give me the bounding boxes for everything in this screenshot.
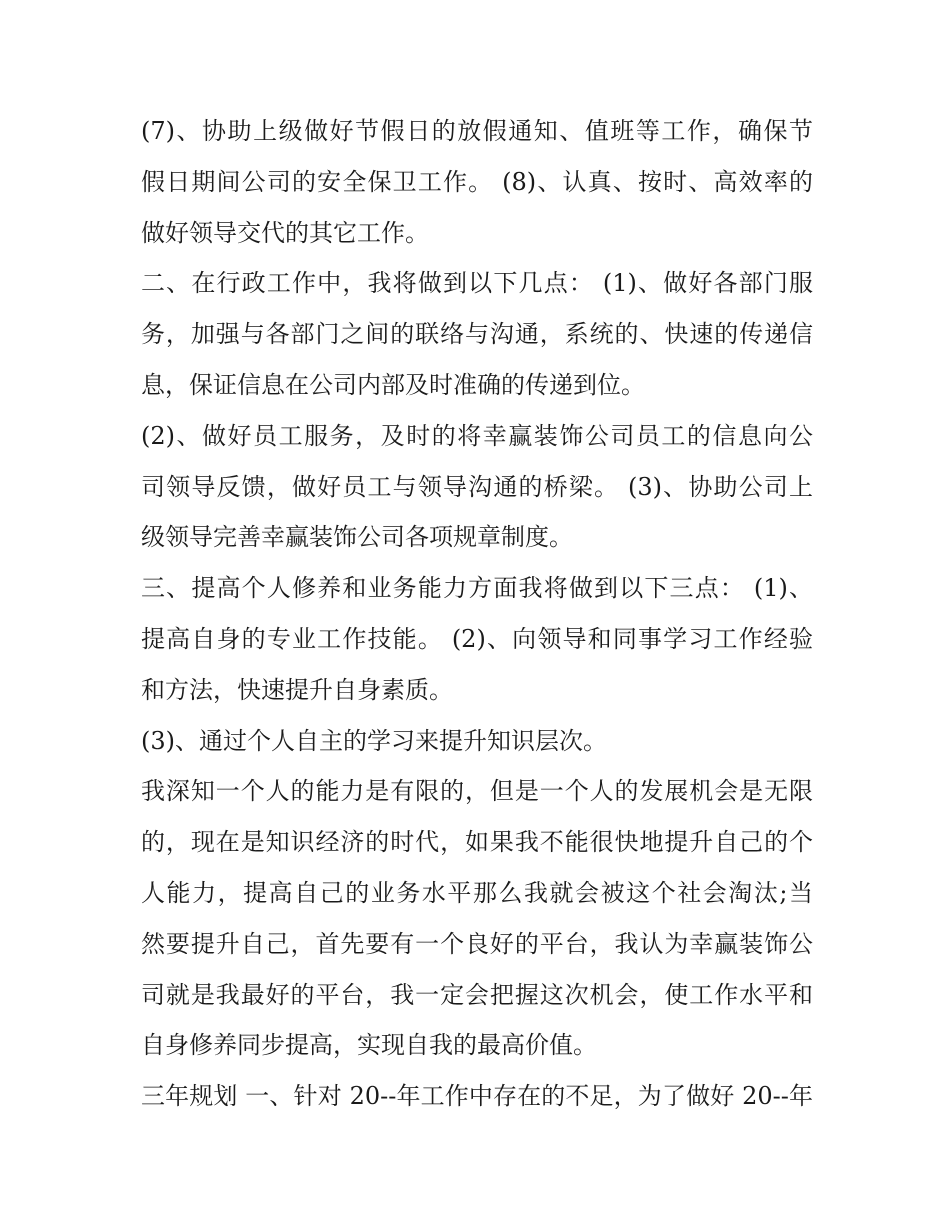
text-line: 假日期间公司的安全保卫工作。 (8)、认真、按时、高效率的 bbox=[141, 167, 813, 196]
text-line: (2)、做好员工服务，及时的将幸赢装饰公司员工的信息向公 bbox=[141, 421, 813, 450]
text-line: 的，现在是知识经济的时代，如果我不能很快地提升自己的个 bbox=[141, 828, 813, 857]
text-line: 我深知一个人的能力是有限的，但是一个人的发展机会是无限 bbox=[141, 777, 813, 806]
text-line: 三、提高个人修养和业务能力方面我将做到以下三点： (1)、 bbox=[141, 574, 813, 603]
text-line: (3)、通过个人自主的学习来提升知识层次。 bbox=[141, 726, 607, 755]
text-line: 和方法，快速提升自身素质。 bbox=[141, 675, 453, 704]
text-line: 级领导完善幸赢装饰公司各项规章制度。 bbox=[141, 523, 573, 552]
document-body bbox=[141, 106, 813, 1122]
text-line: 做好领导交代的其它工作。 bbox=[141, 218, 429, 247]
text-line: 然要提升自己，首先要有一个良好的平台，我认为幸赢装饰公 bbox=[141, 929, 813, 958]
text-line: 司领导反馈，做好员工与领导沟通的桥梁。 (3)、协助公司上 bbox=[141, 472, 813, 501]
text-line: 司就是我最好的平台，我一定会把握这次机会，使工作水平和 bbox=[141, 980, 813, 1009]
text-line: 自身修养同步提高，实现自我的最高价值。 bbox=[141, 1031, 597, 1060]
text-line: 务，加强与各部门之间的联络与沟通，系统的、快速的传递信 bbox=[141, 320, 813, 349]
text-line: 二、在行政工作中，我将做到以下几点： (1)、做好各部门服 bbox=[141, 269, 813, 298]
text-line: 三年规划 一、针对 20--年工作中存在的不足，为了做好 20--年 bbox=[141, 1082, 813, 1111]
text-line: 提高自身的专业工作技能。 (2)、向领导和同事学习工作经验 bbox=[141, 624, 813, 653]
text-line: (7)、协助上级做好节假日的放假通知、值班等工作，确保节 bbox=[141, 117, 813, 145]
text-line: 息，保证信息在公司内部及时准确的传递到位。 bbox=[141, 370, 645, 399]
text-line: 人能力，提高自己的业务水平那么我就会被这个社会淘汰;当 bbox=[141, 878, 813, 907]
